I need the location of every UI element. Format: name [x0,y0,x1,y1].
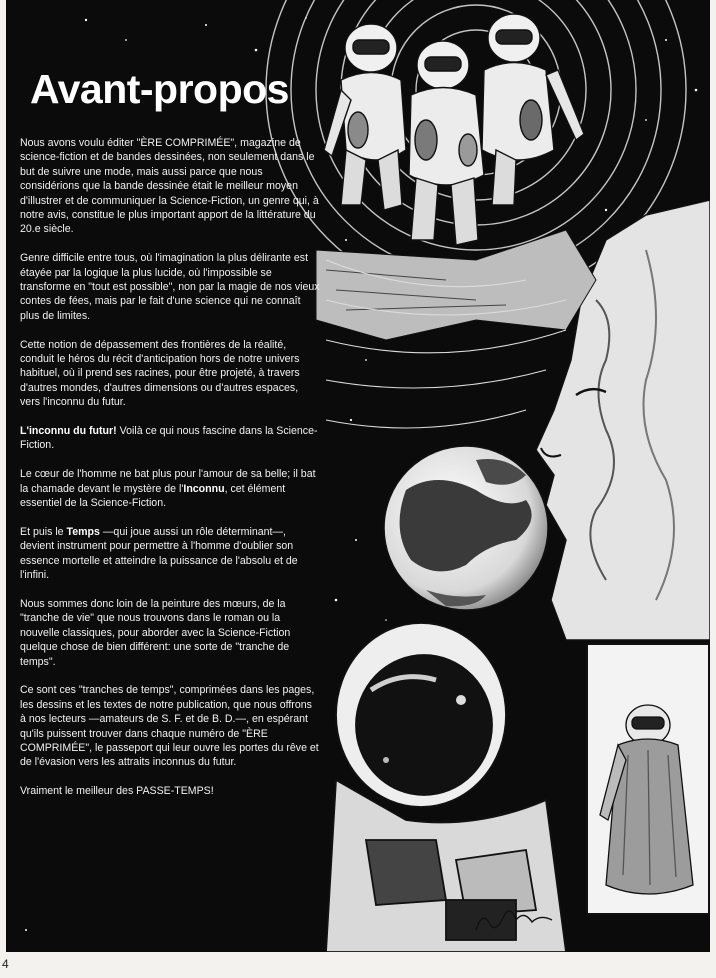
inset-comic-panel [586,643,710,915]
page-number: 4 [2,957,9,971]
temps-emphasis: Temps [66,525,100,538]
paragraph-2: Genre difficile entre tous, où l'imagination la plus délirante est étayée par la logique la plus lucide, où l'impossible se transforme en "tout est possible", non par la magie de nos vieux contes de fées, mais par le fait d'une science qui ne connaît plus de limites. [20,252,320,322]
astronaut-helmet [326,623,566,952]
article-text [20,136,320,813]
paragraph-9: Vraiment le meilleur des PASSE-TEMPS! [20,785,214,798]
inconnu-emphasis: Inconnu [183,482,225,495]
paragraph-3: Cette notion de dépassement des frontières de la réalité, conduit le héros du récit d'anticipation hors de notre univers habituel, où il prend ses racines, pour être projeté, à travers d'autres mondes, d'autres dimensions ou d'autres espaces, vers l'inconnu du futur. [20,338,300,409]
paragraph-5: Le cœur de l'homme ne bat plus pour l'amour de sa belle; il bat la chamade devant le mystère de l'Inconnu, cet élément essentiel de la Science-Fiction. [20,468,316,510]
rocky-band [316,230,596,340]
paragraph-4: L'inconnu du futur! Voilà ce qui nous fascine dans la Science-Fiction. [20,425,318,452]
three-astronaut-figures [324,14,584,245]
paragraph-8: Ce sont ces "tranches de temps", comprimées dans les pages, les dessins et les textes de notre publication, que nous offrons à nos lecteurs —amateurs de S. F. et de B. D.—, en espérant qu'ils puissent trouver dans chaque numéro de "ÈRE COMPRIMÉE", le passeport qui leur ouvre les portes du rêve et de l'évasion vers les attraits inconnus du futur. [20,684,319,769]
paragraph-1: Nous avons voulu éditer "ÈRE COMPRIMÉE", magazine de science-fiction et de bandes dessinées, non seulement dans le but de suivre une mode, mais aussi parce que nous considérions que la bande dessinée était le meilleur moyen d'illustrer et de communiquer la Science-Fiction, un genre qui, à notre avis, constitue le plus important apport de la littérature du 20.e siècle. [20,137,319,236]
inconnu-futur-emphasis: L'inconnu du futur! [20,425,117,438]
planet [384,446,548,610]
page-title: Avant-propos [30,66,289,112]
paragraph-6: Et puis le Temps —qui joue aussi un rôle déterminant—, devient instrument pour permettre à l'homme d'oublier son essence mortelle et atteindre la puissance de l'absolu et de l'infini. [20,525,298,582]
hooded-figure-illustration [588,645,708,913]
paragraph-7: Nous sommes donc loin de la peinture des mœurs, de la "tranche de vie" que nous trouvons dans le roman ou la nouvelle classiques, pour aborder avec la Science-Fiction quelque chose de bien différent: une sorte de "tranche de temps". [20,597,291,668]
